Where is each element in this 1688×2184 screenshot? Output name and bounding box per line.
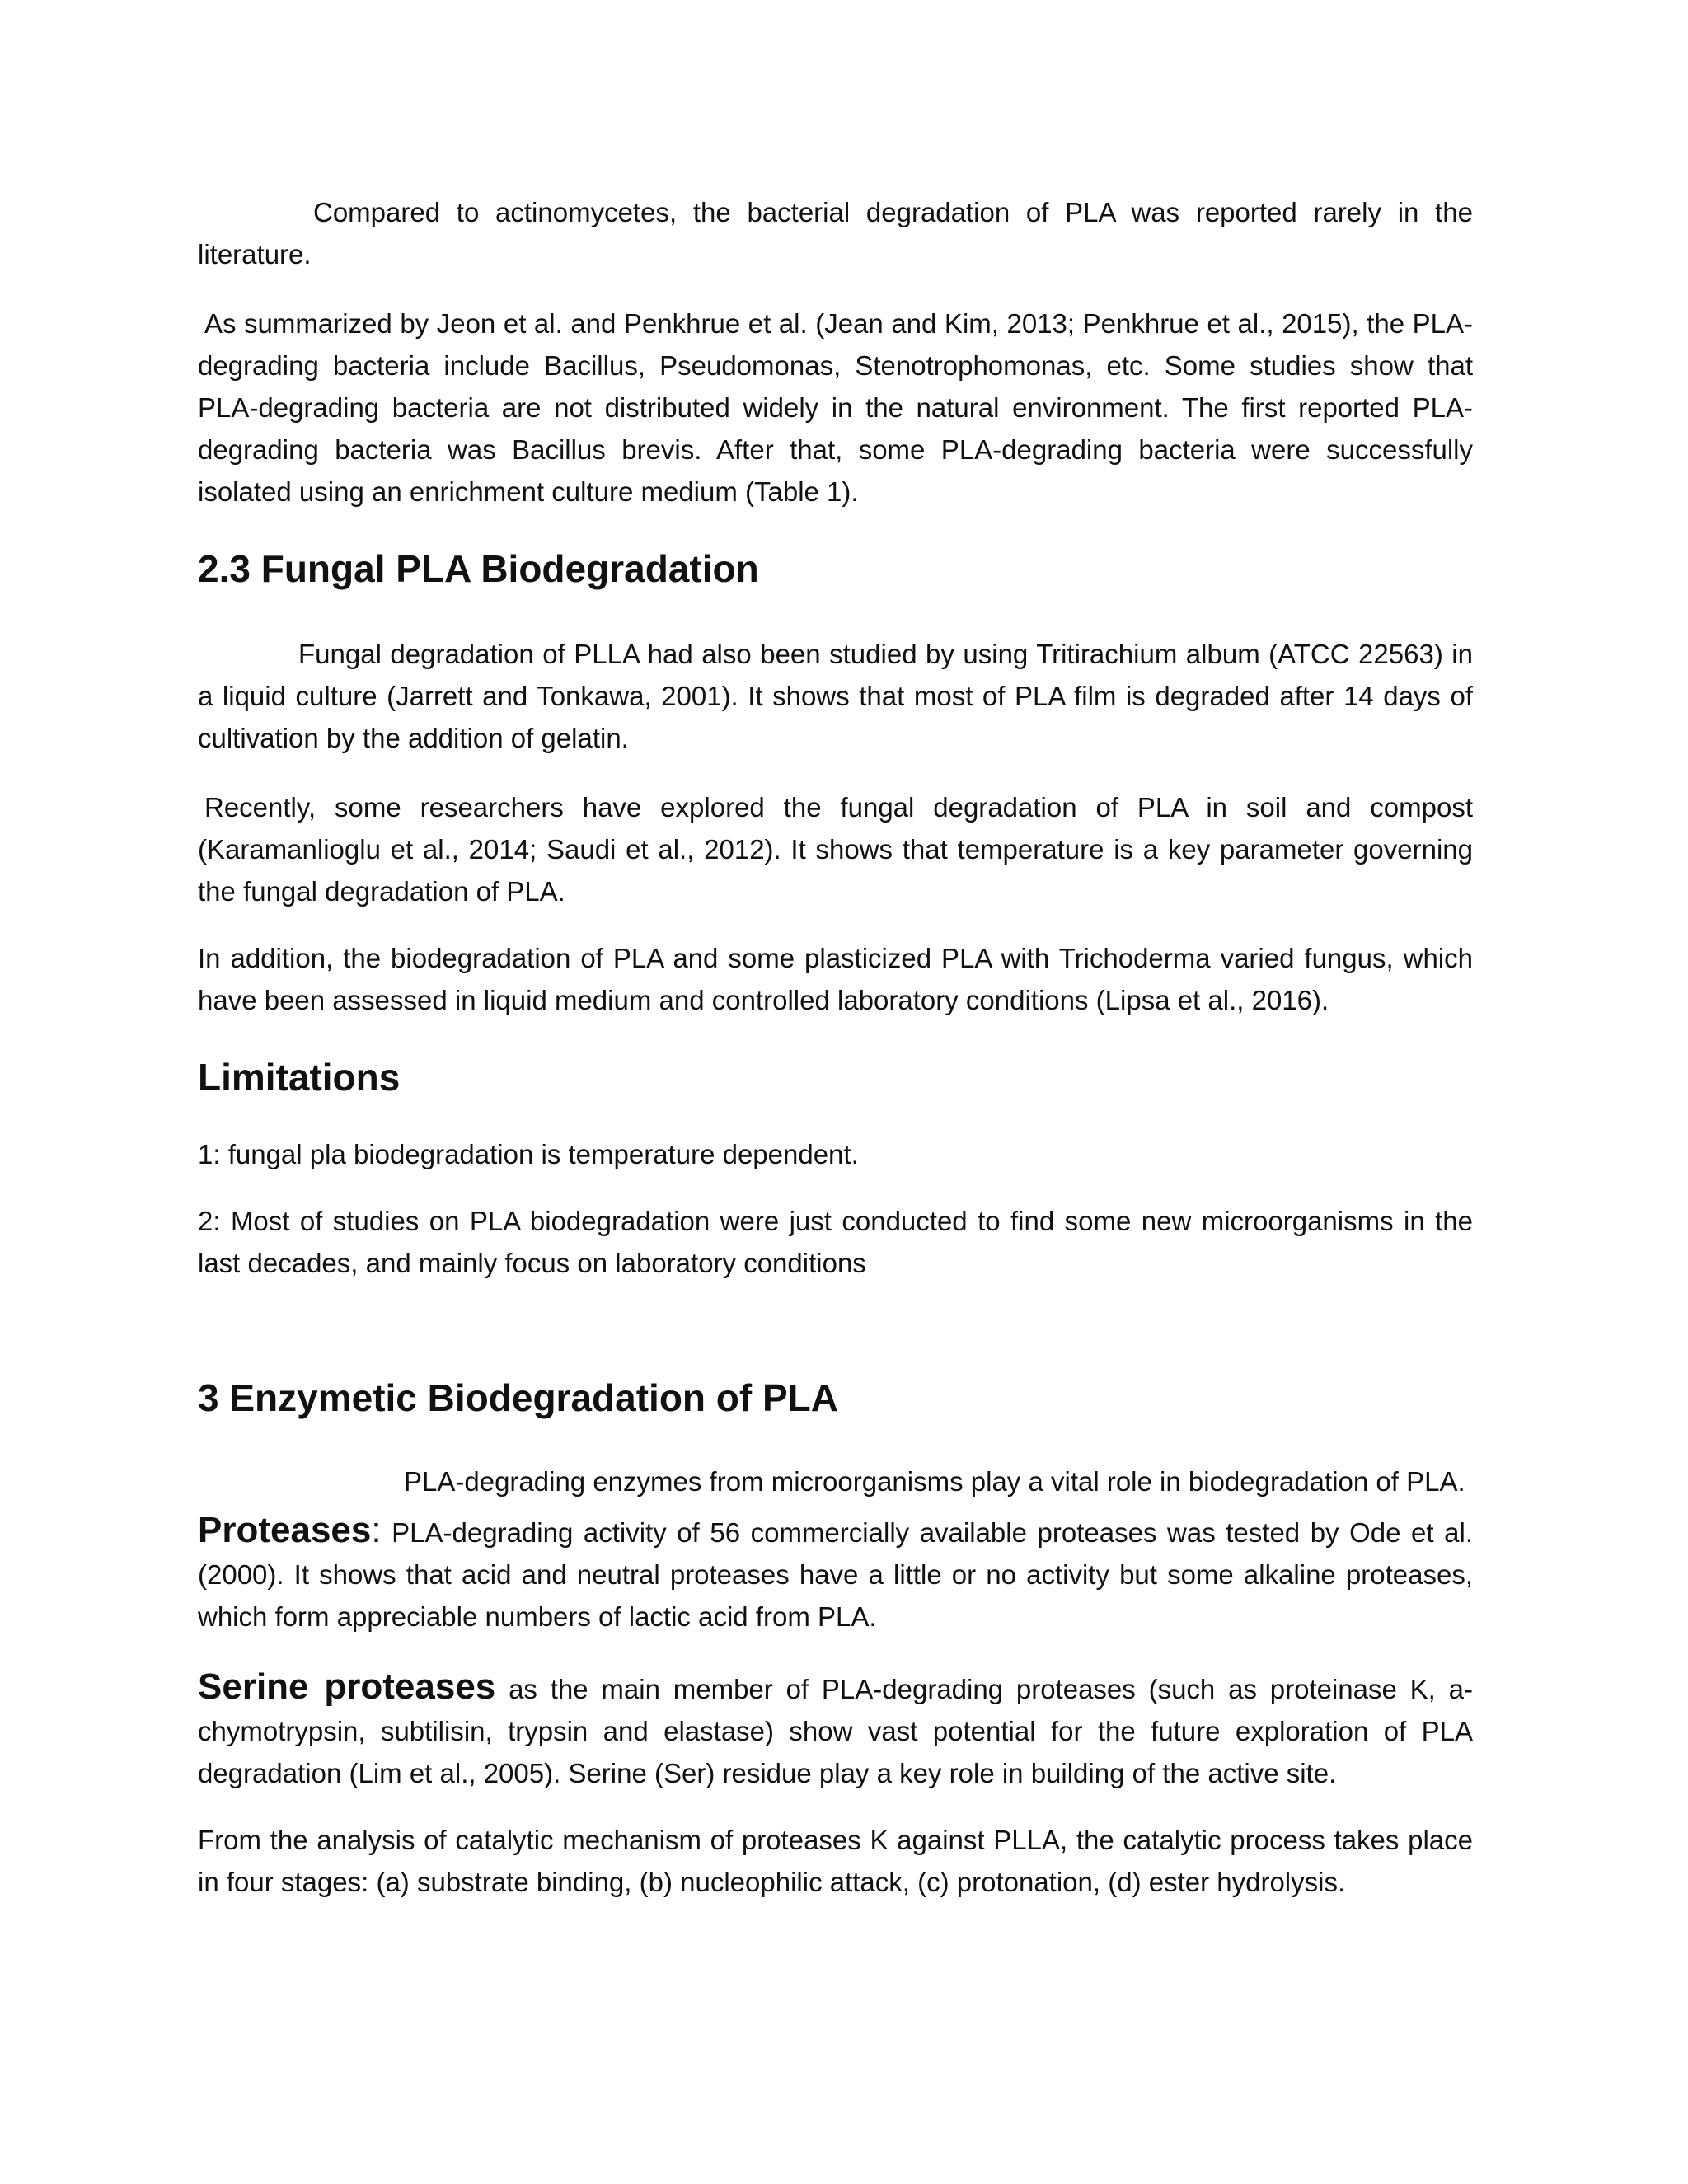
section-heading-fungal-pla: 2.3 Fungal PLA Biodegradation: [198, 547, 759, 590]
fungal-paragraph-3: In addition, the biodegradation of PLA and some plasticized PLA with Trichoderma varied fungus, which have been assessed in liquid medium and controlled laboratory conditions (Lipsa et al., 2016).: [198, 943, 1473, 1015]
catalytic-mechanism-paragraph: From the analysis of catalytic mechanism of proteases K against PLLA, the catalytic process takes place in four stages: (a) substrate binding, (b) nucleophilic attack, (c) protonation, (d) ester hydrolysis.: [198, 1825, 1473, 1897]
proteases-paragraph: [198, 1509, 1473, 1638]
intro-paragraph-1: Compared to actinomycetes, the bacterial degradation of PLA was reported rarely in the literature.: [198, 197, 1473, 269]
section-heading-limitations: Limitations: [198, 1056, 401, 1099]
serine-proteases-label: Serine proteases: [198, 1666, 496, 1707]
proteases-text: PLA-degrading activity of 56 commercially available proteases was tested by Ode et al. (2000). It shows that acid and neutral proteases have a little or no activity but some alkaline proteases, which form appreciable numbers of lactic acid from PLA.: [198, 1517, 1473, 1632]
serine-proteases-text: as the main member of PLA-degrading proteases (such as proteinase K, a-chymotrypsin, subtilisin, trypsin and elastase) show vast potential for the future exploration of PLA degradation (Lim et al., 2005). Serine (Ser) residue play a key role in building of the active site.: [198, 1674, 1473, 1788]
intro-paragraph-2: As summarized by Jeon et al. and Penkhrue et al. (Jean and Kim, 2013; Penkhrue et al., 2015), the PLA-degrading bacteria include Bacillus, Pseudomonas, Stenotrophomonas, etc. Some studies show that PLA-degrading bacteria are not distributed widely in the natural environment. The first reported PLA-degrading bacteria was Bacillus brevis. After that, some PLA-degrading bacteria were successfully isolated using an enrichment culture medium (Table 1).: [198, 308, 1473, 507]
fungal-paragraph-2: Recently, some researchers have explored the fungal degradation of PLA in soil and compost (Karamanlioglu et al., 2014; Saudi et al., 2012). It shows that temperature is a key parameter governing the fungal degradation of PLA.: [198, 792, 1473, 907]
fungal-paragraph-1: Fungal degradation of PLLA had also been studied by using Tritirachium album (ATCC 22563) in a liquid culture (Jarrett and Tonkawa, 2001). It shows that most of PLA film is degraded after 14 days of cultivation by the addition of gelatin.: [198, 639, 1473, 753]
document-body: [198, 191, 1473, 1903]
limitation-item-2: 2: Most of studies on PLA biodegradation were just conducted to find some new microorganisms in the last decades, and mainly focus on laboratory conditions: [198, 1206, 1473, 1278]
section-heading-enzymatic: 3 Enzymetic Biodegradation of PLA: [198, 1376, 838, 1419]
proteases-label: Proteases: [198, 1510, 372, 1550]
serine-proteases-paragraph: [198, 1666, 1473, 1794]
limitation-item-1: 1: fungal pla biodegradation is temperature dependent.: [198, 1139, 859, 1169]
proteases-colon: :: [371, 1510, 382, 1550]
enzymatic-intro: PLA-degrading enzymes from microorganisms play a vital role in biodegradation of PLA.: [404, 1466, 1465, 1497]
